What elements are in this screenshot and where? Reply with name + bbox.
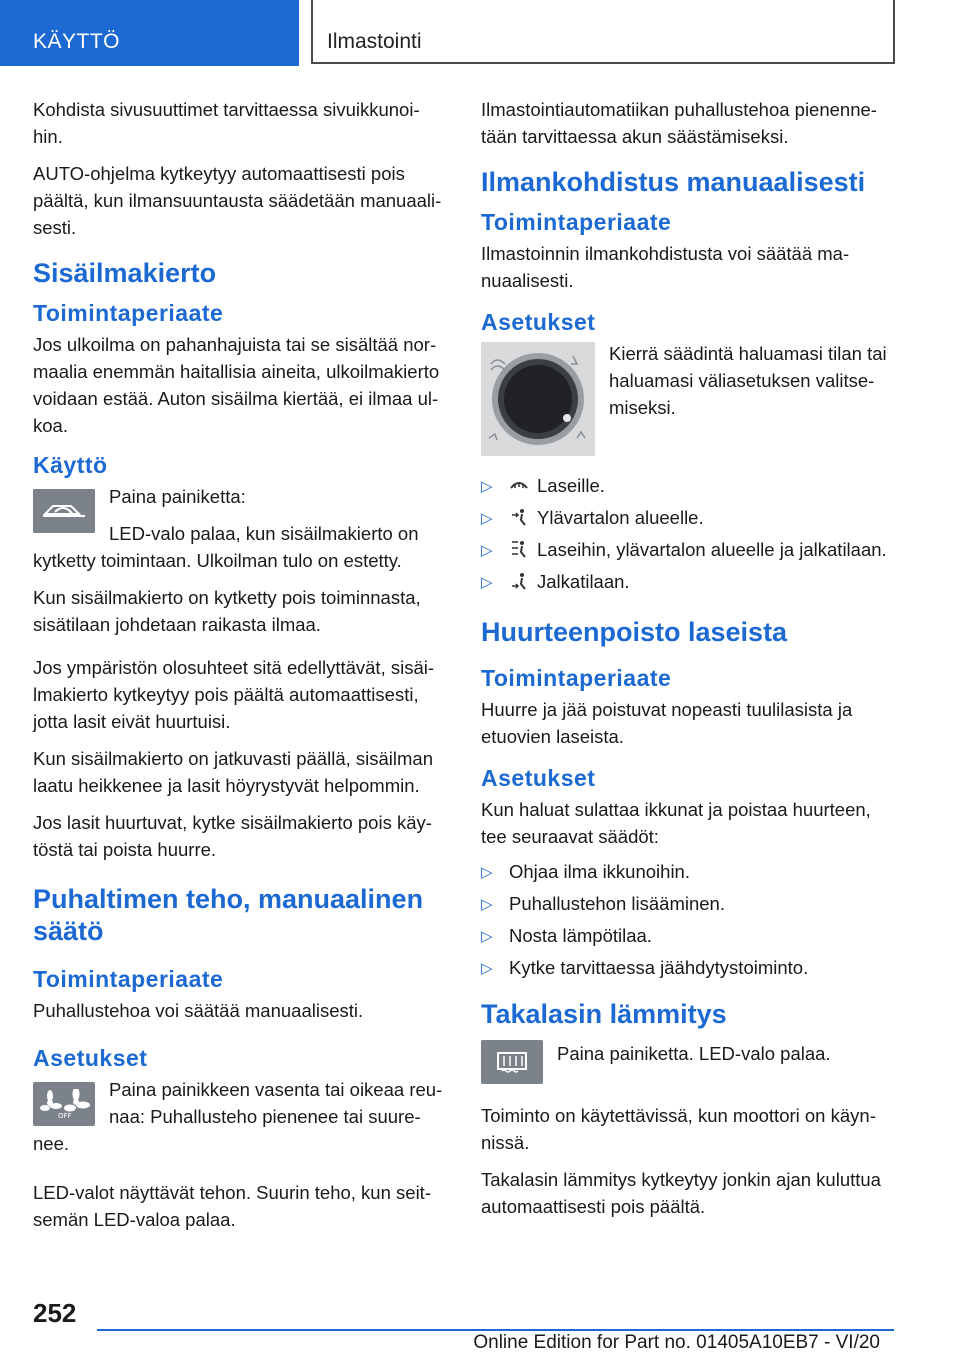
all-zones-airflow-icon bbox=[509, 540, 529, 558]
paragraph: Kun haluat sulattaa ikkunat ja poistaa huurteen, tee seuraavat säädöt: bbox=[481, 799, 871, 847]
windshield-airflow-icon bbox=[509, 476, 529, 494]
recirc-block bbox=[33, 483, 448, 584]
subheading-principle: Toimintaperiaate bbox=[33, 966, 224, 992]
paragraph: Huurre ja jää poistuvat nopeasti tuulilasista ja etuovien laseista. bbox=[481, 699, 853, 747]
paragraph: LED-valo palaa, kun sisäilmakierto on kytketty toimintaan. Ulkoilman tulo on estetty. bbox=[33, 523, 419, 571]
subheading-principle: Toimintaperiaate bbox=[33, 300, 224, 326]
paragraph: Ilmastointiautomatiikan puhallustehoa pienenne-tään tarvittaessa akun säästämiseksi. bbox=[481, 99, 877, 147]
svg-text:OFF: OFF bbox=[58, 1112, 72, 1119]
rear-heating-block bbox=[481, 1040, 895, 1088]
paragraph: Paina painiketta. LED-valo palaa. bbox=[557, 1043, 831, 1064]
subheading-operation: Käyttö bbox=[33, 452, 108, 478]
paragraph: Kun sisäilmakierto on jatkuvasti päällä, sisäilman laatu heikkenee ja lasit höyrystyvät helpommin. bbox=[33, 748, 433, 796]
heading-recirculation: Sisäilmakierto bbox=[33, 258, 217, 288]
page-header bbox=[0, 0, 960, 66]
paragraph: Paina painikkeen vasenta tai oikeaa reu-naa: Puhallusteho pienenee tai suure-nee. bbox=[33, 1079, 443, 1154]
chapter-title: Ilmastointi bbox=[311, 0, 895, 64]
heading-defrost: Huurteenpoisto laseista bbox=[481, 617, 788, 647]
list-item: ▷ Nosta lämpötilaa. bbox=[481, 924, 895, 948]
list-item: ▷ Laseille. bbox=[481, 474, 895, 498]
subheading-principle: Toimintaperiaate bbox=[481, 665, 672, 691]
list-item: ▷ Kytke tarvittaessa jäähdytystoiminto. bbox=[481, 956, 895, 980]
subheading-principle: Toimintaperiaate bbox=[481, 209, 672, 235]
triangle-bullet-icon: ▷ bbox=[481, 542, 493, 559]
paragraph: Toiminto on käytettävissä, kun moottori on käyn-nissä. bbox=[481, 1105, 876, 1153]
paragraph: Kierrä säädintä haluamasi tilan tai haluamasi väliasetuksen valitse-miseksi. bbox=[609, 343, 887, 418]
defrost-list bbox=[481, 860, 895, 980]
list-item: ▷ Jalkatilaan. bbox=[481, 570, 895, 594]
heading-blower: Puhaltimen teho, manuaalinen säätö bbox=[33, 884, 424, 946]
page-number: 252 bbox=[33, 1298, 77, 1328]
subheading-settings: Asetukset bbox=[481, 765, 596, 791]
left-column bbox=[33, 96, 448, 1243]
paragraph: Takalasin lämmitys kytkeytyy jonkin ajan kuluttua automaattisesti pois päältä. bbox=[481, 1169, 881, 1217]
paragraph: AUTO-ohjelma kytkeytyy automaattisesti pois päältä, kun ilmansuuntausta säädetään manuaali-sesti. bbox=[33, 163, 442, 238]
triangle-bullet-icon: ▷ bbox=[481, 864, 493, 881]
triangle-bullet-icon: ▷ bbox=[481, 928, 493, 945]
paragraph: Kun sisäilmakierto on kytketty pois toiminnasta, sisätilaan johdetaan raikasta ilmaa. bbox=[33, 587, 421, 635]
footwell-airflow-icon bbox=[509, 572, 529, 590]
paragraph: Paina painiketta: bbox=[109, 486, 246, 507]
paragraph: Puhallustehoa voi säätää manuaalisesti. bbox=[33, 1000, 364, 1021]
heading-rear-window-heating: Takalasin lämmitys bbox=[481, 999, 727, 1029]
paragraph: Jos ympäristön olosuhteet sitä edellyttävät, sisäi-lmakierto kytkeytyy pois päältä automaattisesti, jotta lasit eivät huurtuisi. bbox=[33, 657, 435, 732]
paragraph: LED-valot näyttävät tehon. Suurin teho, kun seit-semän LED-valoa palaa. bbox=[33, 1182, 431, 1230]
heading-air-distribution: Ilmankohdistus manuaalisesti bbox=[481, 167, 866, 197]
section-tab: KÄYTTÖ bbox=[0, 0, 299, 66]
list-item: ▷ Ylävartalon alueelle. bbox=[481, 506, 895, 530]
triangle-bullet-icon: ▷ bbox=[481, 510, 493, 527]
rear-window-defrost-icon bbox=[481, 1040, 543, 1084]
paragraph: Jos lasit huurtuvat, kytke sisäilmakierto pois käy-töstä tai poista huurre. bbox=[33, 812, 432, 860]
list-item: ▷ Laseihin, ylävartalon alueelle ja jalkatilaan. bbox=[481, 538, 895, 562]
blower-block bbox=[33, 1076, 448, 1167]
list-item: ▷ Puhallustehon lisääminen. bbox=[481, 892, 895, 916]
triangle-bullet-icon: ▷ bbox=[481, 478, 493, 495]
triangle-bullet-icon: ▷ bbox=[481, 896, 493, 913]
fan-button-icon bbox=[33, 1082, 95, 1126]
edition-footer: Online Edition for Part no. 01405A10EB7 - VI/20 bbox=[473, 1332, 880, 1353]
list-item: ▷ Ohjaa ilma ikkunoihin. bbox=[481, 860, 895, 884]
recirculation-button-icon bbox=[33, 489, 95, 533]
knob-block bbox=[481, 340, 895, 460]
footer-divider bbox=[97, 1329, 894, 1331]
right-column bbox=[481, 96, 895, 1230]
paragraph: Ilmastoinnin ilmankohdistusta voi säätää ma-nuaalisesti. bbox=[481, 243, 850, 291]
air-distribution-list bbox=[481, 474, 895, 594]
paragraph: Jos ulkoilma on pahanhajuista tai se sisältää nor-maalia enemmän haitallisia aineita, ulkoilmakierto voidaan estää. Auton sisäilma kiertää, ei ilmaa ul-koa. bbox=[33, 334, 440, 436]
subheading-settings: Asetukset bbox=[481, 309, 596, 335]
triangle-bullet-icon: ▷ bbox=[481, 574, 493, 591]
upper-body-airflow-icon bbox=[509, 508, 529, 526]
triangle-bullet-icon: ▷ bbox=[481, 960, 493, 977]
air-distribution-knob-icon bbox=[481, 342, 595, 456]
paragraph: Kohdista sivusuuttimet tarvittaessa sivuikkunoi-hin. bbox=[33, 99, 420, 147]
subheading-settings: Asetukset bbox=[33, 1045, 148, 1071]
